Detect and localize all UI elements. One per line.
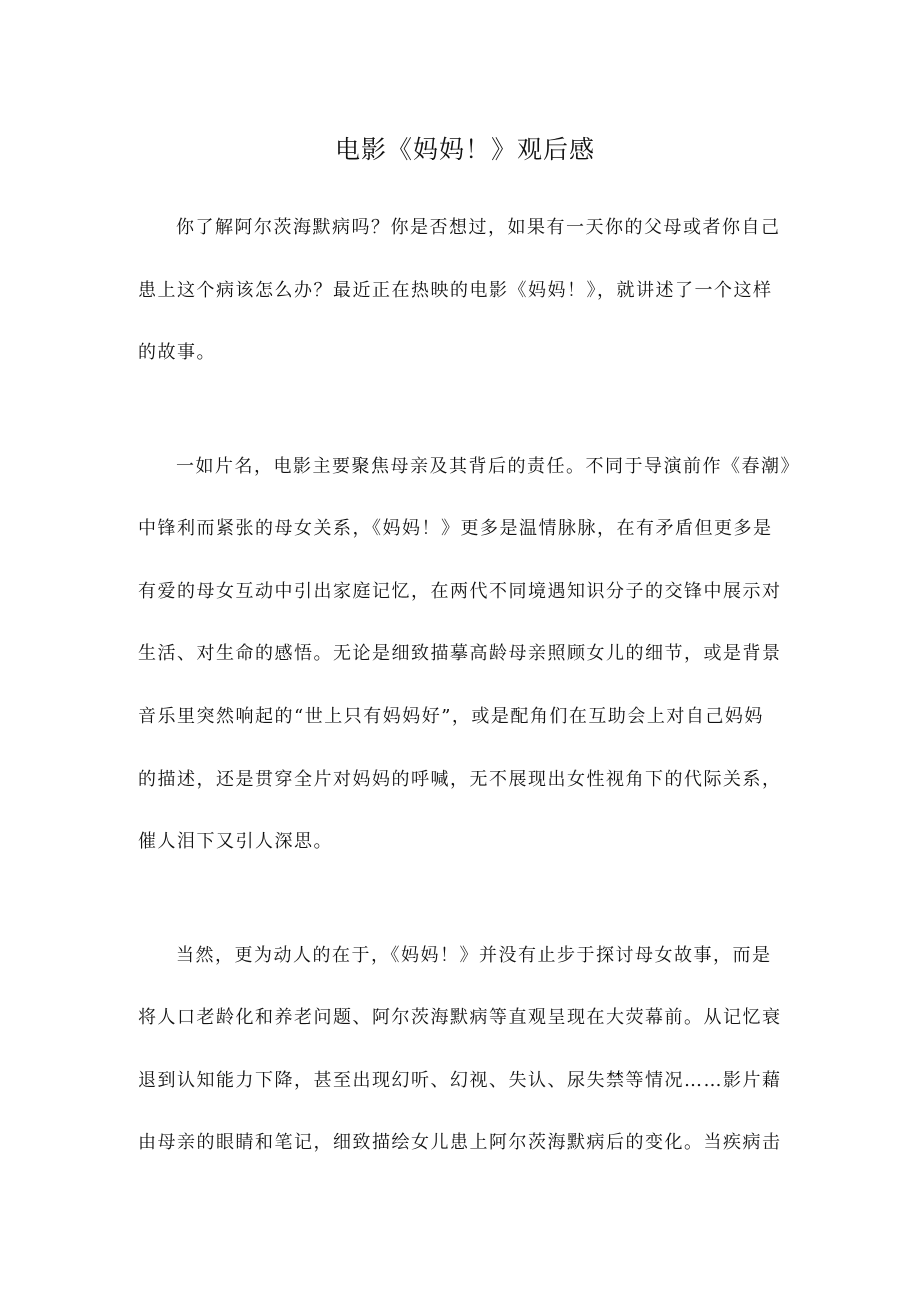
paragraph-line: 生活、对生命的感悟。无论是细致描摹高龄母亲照顾女儿的细节，或是背景 [138, 643, 782, 665]
paragraph-line: 一如片名，电影主要聚焦母亲及其背后的责任。不同于导演前作《春潮》 [176, 455, 800, 477]
paragraph-line: 当然，更为动人的在于，《妈妈！》并没有止步于探讨母女故事，而是 [176, 944, 772, 966]
paragraph-line: 的故事。 [138, 342, 216, 364]
paragraph-line: 有爱的母女互动中引出家庭记忆，在两代不同境遇知识分子的交锋中展示对 [138, 580, 782, 602]
paragraph-line: 退到认知能力下降，甚至出现幻听、幻视、失认、尿失禁等情况……影片藉 [138, 1069, 782, 1091]
paragraph-line: 催人泪下又引人深思。 [138, 831, 333, 853]
document-title: 电影《妈妈！》观后感 [334, 135, 595, 164]
paragraph-line: 将人口老龄化和养老问题、阿尔茨海默病等直观呈现在大荧幕前。从记忆衰 [138, 1007, 782, 1029]
paragraph-line: 的描述，还是贯穿全片对妈妈的呼喊，无不展现出女性视角下的代际关系， [138, 768, 782, 790]
paragraph-line: 由母亲的眼睛和笔记，细致描绘女儿患上阿尔茨海默病后的变化。当疾病击 [138, 1132, 782, 1154]
paragraph-line: 中锋利而紧张的母女关系，《妈妈！》更多是温情脉脉，在有矛盾但更多是 [138, 518, 773, 540]
paragraph-line: 音乐里突然响起的“世上只有妈妈好”，或是配角们在互助会上对自己妈妈 [138, 705, 764, 727]
paragraph-line: 患上这个病该怎么办？最近正在热映的电影《妈妈！》，就讲述了一个这样 [138, 279, 773, 301]
paragraph-line: 你了解阿尔茨海默病吗？你是否想过，如果有一天你的父母或者你自己 [176, 217, 781, 238]
